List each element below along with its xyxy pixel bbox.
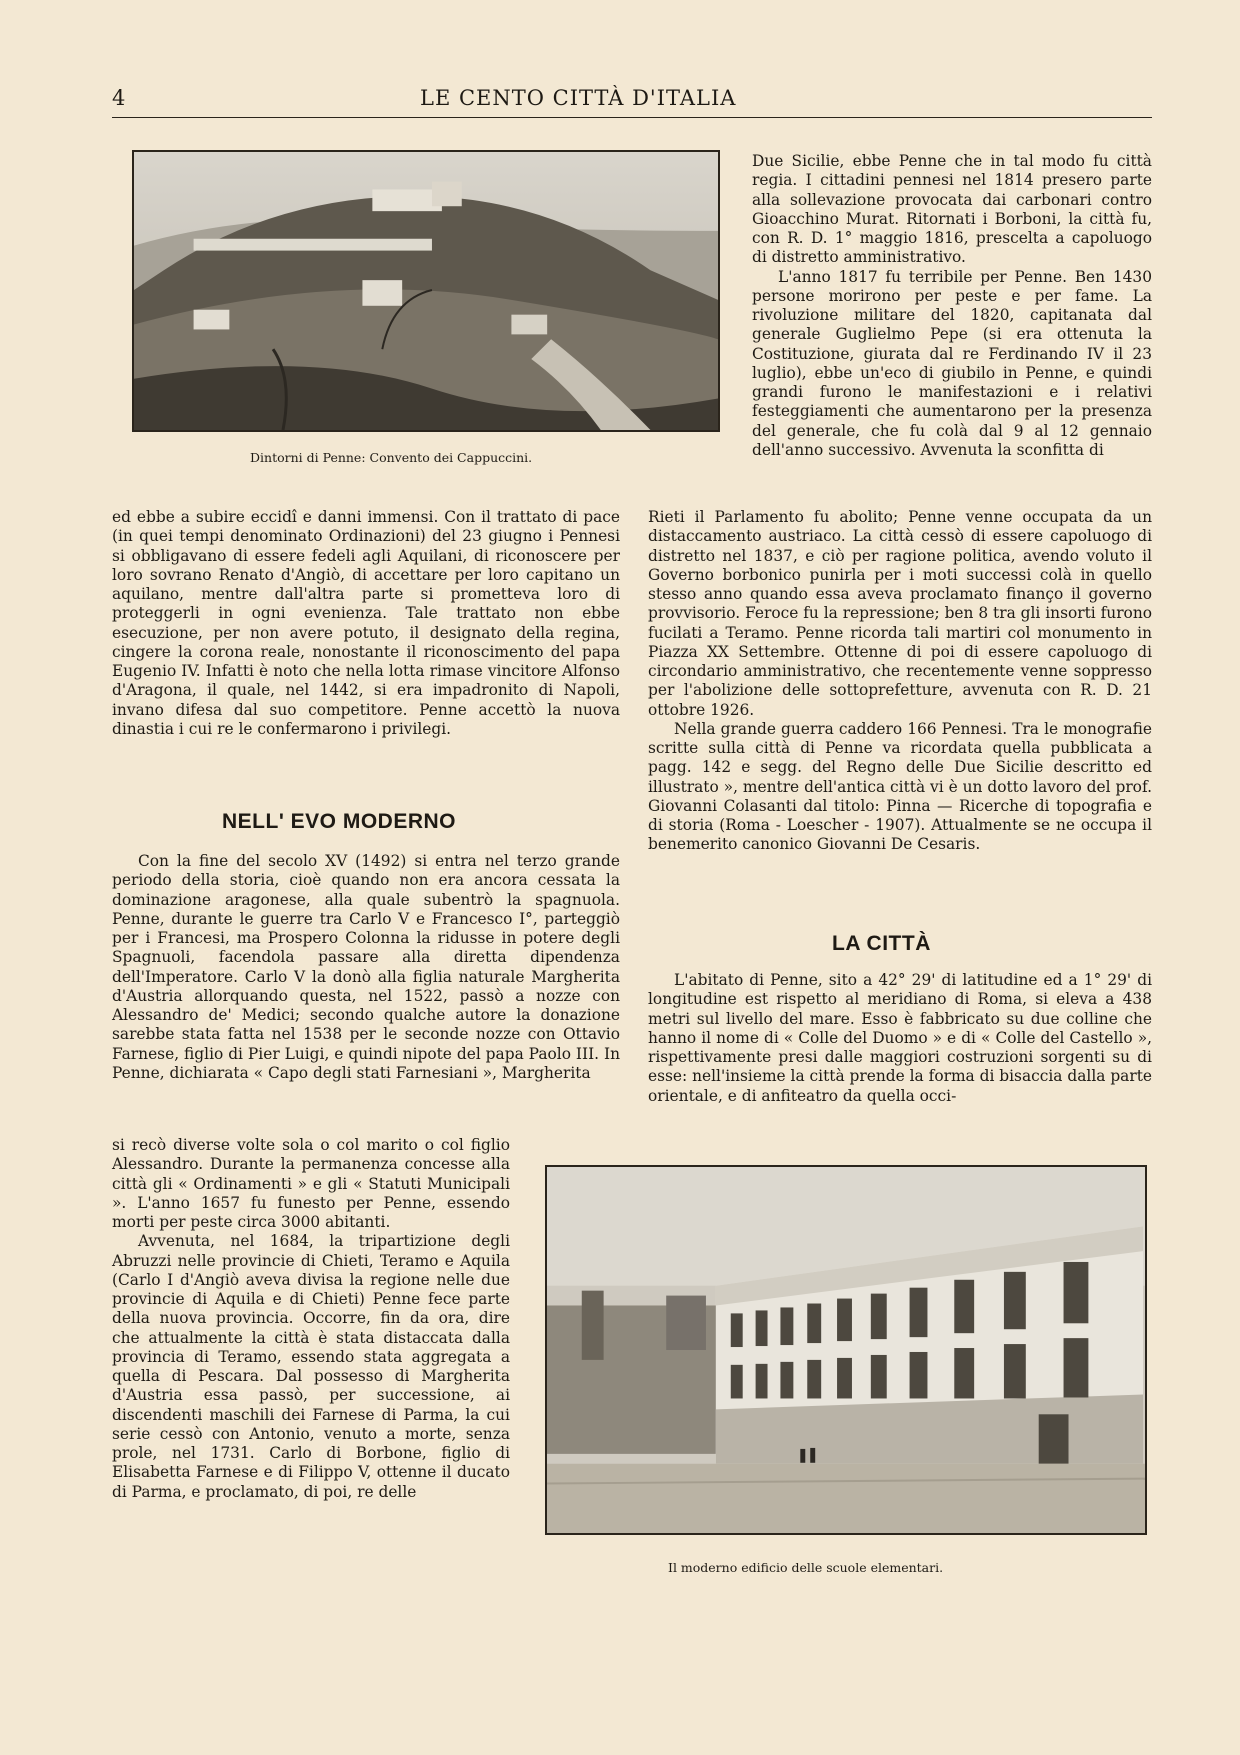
left-column-middle bbox=[112, 852, 620, 1083]
paragraph: Avvenuta, nel 1684, la tripartizione degli Abruzzi nelle provincie di Chieti, Teramo e Aquila (Carlo I d'Angiò aveva divisa la regione nelle due provincie di Aquila e di Chieti) Penne fece parte della nuova provincia. Occorre, fin da ora, dire che attualmente la città è stata distaccata dalla provincia di Teramo, essendo stata aggregata a quella di Pescara. Dal possesso di Margherita d'Austria essa passò, per successione, ai discendenti maschili dei Farnese di Parma, la cui serie cessò con Antonio, venuto a morte, senza prole, nel 1731. Carlo di Borbone, figlio di Elisabetta Farnese e di Filippo V, ottenne il ducato di Parma, e proclamato, di poi, re delle bbox=[112, 1232, 510, 1501]
page-number: 4 bbox=[112, 86, 126, 110]
right-column-upper bbox=[752, 152, 1152, 460]
caption-top-photo: Dintorni di Penne: Convento dei Cappuccini. bbox=[250, 450, 533, 465]
paragraph: L'abitato di Penne, sito a 42° 29' di latitudine ed a 1° 29' di longitudine est rispetto al meridiano di Roma, si eleva a 438 metri sul livello del mare. Esso è fabbricato su due colline che hanno il nome di « Colle del Duomo » e di « Colle del Castello », rispettivamente presi dalle maggiori costruzioni sorgenti su di esse: nell'insieme la città prende la forma di bisaccia dalla parte orientale, e di anfiteatro da quella occi- bbox=[648, 971, 1152, 1105]
section-heading-evo-moderno: NELL' EVO MODERNO bbox=[222, 810, 457, 833]
photo-convento-cappuccini bbox=[132, 150, 720, 432]
paragraph: Nella grande guerra caddero 166 Pennesi. Tra le monografie scritte sulla città di Penne va ricordata quella pubblicata a pagg. 142 e segg. del Regno delle Due Sicilie descritto ed illustrato », mentre dell'antica città vi è un dotto lavoro del prof. Giovanni Colasanti dal titolo: Pinna — Ricerche di topografia e di storia (Roma - Loescher - 1907). Attualmente se ne occupa il benemerito canonico Giovanni De Cesaris. bbox=[648, 719, 1152, 854]
running-title: LE CENTO CITTÀ D'ITALIA bbox=[420, 86, 737, 110]
paragraph: ed ebbe a subire eccidî e danni immensi. Con il trattato di pace (in quei tempi denominato Ordinazioni) del 23 giugno i Pennesi si obbligavano di essere fedeli agli Aquilani, di riconoscere per loro sovrano Renato d'Angiò, di accettare per loro capitano un aquilano, mentre dall'altra parte si prometteva loro di proteggerli in ogni evenienza. Tale trattato non ebbe esecuzione, per non avere potuto, il designato della regina, cingere la corona reale, nonostante il riconoscimento del papa Eugenio IV. Infatti è noto che nella lotta rimase vincitore Alfonso d'Aragona, il quale, nel 1442, si era impadronito di Napoli, invano difesa dal suo competitore. Penne accettò la nuova dinastia i cui re le confermarono i privilegi. bbox=[112, 508, 620, 738]
header-rule bbox=[112, 117, 1152, 118]
caption-bottom-photo: Il moderno edificio delle scuole elementari. bbox=[668, 1560, 944, 1575]
right-column-middle bbox=[648, 508, 1152, 855]
paragraph: Due Sicilie, ebbe Penne che in tal modo fu città regia. I cittadini pennesi nel 1814 presero parte alla sollevazione provocata dai carbonari contro Gioacchino Murat. Ritornati i Borboni, la città fu, con R. D. 1° maggio 1816, prescelta a capoluogo di distretto amministrativo. bbox=[752, 152, 1152, 267]
right-column-lower bbox=[648, 971, 1152, 1106]
left-column-upper bbox=[112, 508, 620, 739]
paragraph: si recò diverse volte sola o col marito o col figlio Alessandro. Durante la permanenza concesse alla città gli « Ordinamenti » e gli « Statuti Municipali ». L'anno 1657 fu funesto per Penne, essendo morti per peste circa 3000 abitanti. bbox=[112, 1136, 510, 1231]
left-column-lower bbox=[112, 1136, 510, 1502]
paragraph: L'anno 1817 fu terribile per Penne. Ben 1430 persone morirono per peste e per fame. La rivoluzione militare del 1820, capitanata dal generale Guglielmo Pepe (si era ottenuta la Costituzione, giurata dal re Ferdinando IV il 23 luglio), ebbe un'eco di giubilo in Penne, e quindi grandi furono le manifestazioni e i relativi festeggiamenti che aumentarono per la presenza del generale, che fu colà dal 9 al 12 gennaio dell'anno successivo. Avvenuta la sconfitta di bbox=[752, 267, 1152, 459]
paragraph: Con la fine del secolo XV (1492) si entra nel terzo grande periodo della storia, cioè quando non era ancora cessata la dominazione aragonese, alla quale subentrò la spagnuola. Penne, durante le guerre tra Carlo V e Francesco I°, parteggiò per i Francesi, ma Prospero Colonna la ridusse in potere degli Spagnuoli, facendola passare alla diretta dipendenza dell'Imperatore. Carlo V la donò alla figlia naturale Margherita d'Austria allorquando questa, nel 1522, passò a nozze con Alessandro de' Medici; secondo qualche autore la donazione sarebbe stata fatta nel 1538 per le seconde nozze con Ottavio Farnese, figlio di Pier Luigi, e quindi nipote del papa Paolo III. In Penne, dichiarata « Capo degli stati Farnesiani », Margherita bbox=[112, 852, 620, 1082]
paragraph: Rieti il Parlamento fu abolito; Penne venne occupata da un distaccamento austriaco. La città cessò di essere capoluogo di distretto nel 1837, e ciò per ragione politica, avendo voluto il Governo borbonico punirla per i moti successi colà in quello stesso anno quando essa aveva proclamato finanço il governo provvisorio. Feroce fu la repressione; ben 8 tra gli insorti furono fucilati a Teramo. Penne ricorda tali martiri col monumento in Piazza XX Settembre. Ottenne di poi di essere capoluogo di circondario amministrativo, che recentemente venne soppresso per l'abolizione delle sottoprefetture, avvenuta con R. D. 21 ottobre 1926. bbox=[648, 508, 1152, 719]
photo-scuole-elementari bbox=[545, 1165, 1147, 1535]
section-heading-la-citta: LA CITTÀ bbox=[832, 932, 931, 955]
